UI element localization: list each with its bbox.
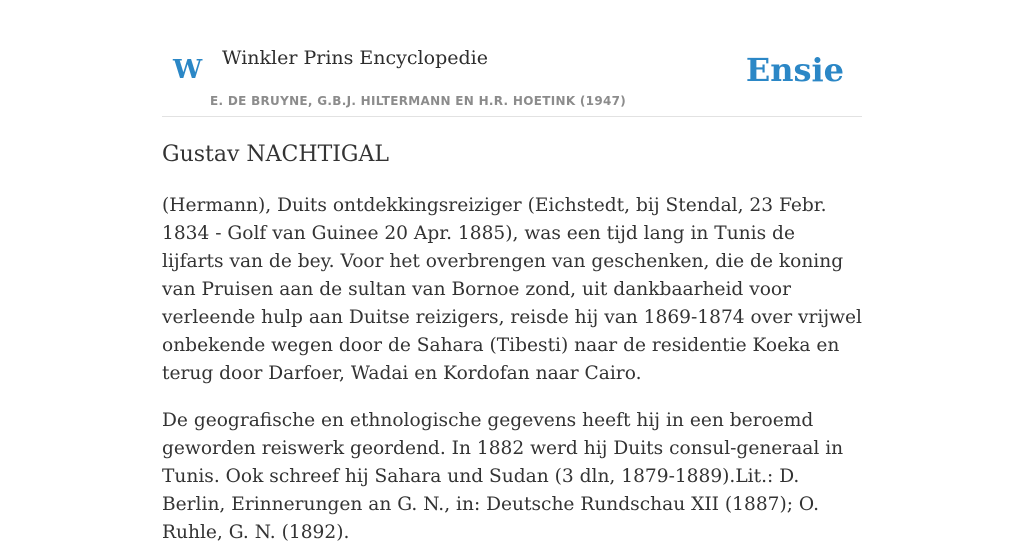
article-title: Gustav NACHTIGAL <box>162 142 390 167</box>
article-paragraph: (Hermann), Duits ontdekkingsreiziger (Eichstedt, bij Stendal, 23 Febr. 1834 - Golf van Guinee 20 Apr. 1885), was een tijd lang in Tunis de lijfarts van de bey. Voor het overbrengen van geschenken, die de koning van Pruisen aan de sultan van Bornoe zond, uit dankbaarheid voor verleende hulp aan Duitse reizigers, reisde hij van 1869-1874 over vrijwel onbekende wegen door de Sahara (Tibesti) naar de residentie Koeka en terug door Darfoer, Wadai en Kordofan naar Cairo. <box>162 195 862 384</box>
authors-line: E. DE BRUYNE, G.B.J. HILTERMANN EN H.R. HOETINK (1947) <box>210 94 627 108</box>
winkler-prins-logo[interactable]: W <box>173 55 203 85</box>
article-paragraph: De geografische en ethnologische gegevens heeft hij in een beroemd geworden reiswerk geordend. In 1882 werd hij Duits consul-generaal in Tunis. Ook schreef hij Sahara und Sudan (3 dln, 1879-1889).Lit.: D. Berlin, Erinnerungen an G. N., in: Deutsche Rundschau XII (1887); O. Ruhle, G. N. (1892). <box>162 410 844 543</box>
article <box>162 138 862 547</box>
encyclopedia-title[interactable]: Winkler Prins Encyclopedie <box>222 47 488 69</box>
page-header <box>162 0 862 117</box>
ensie-logo[interactable]: Ensie <box>745 51 844 89</box>
